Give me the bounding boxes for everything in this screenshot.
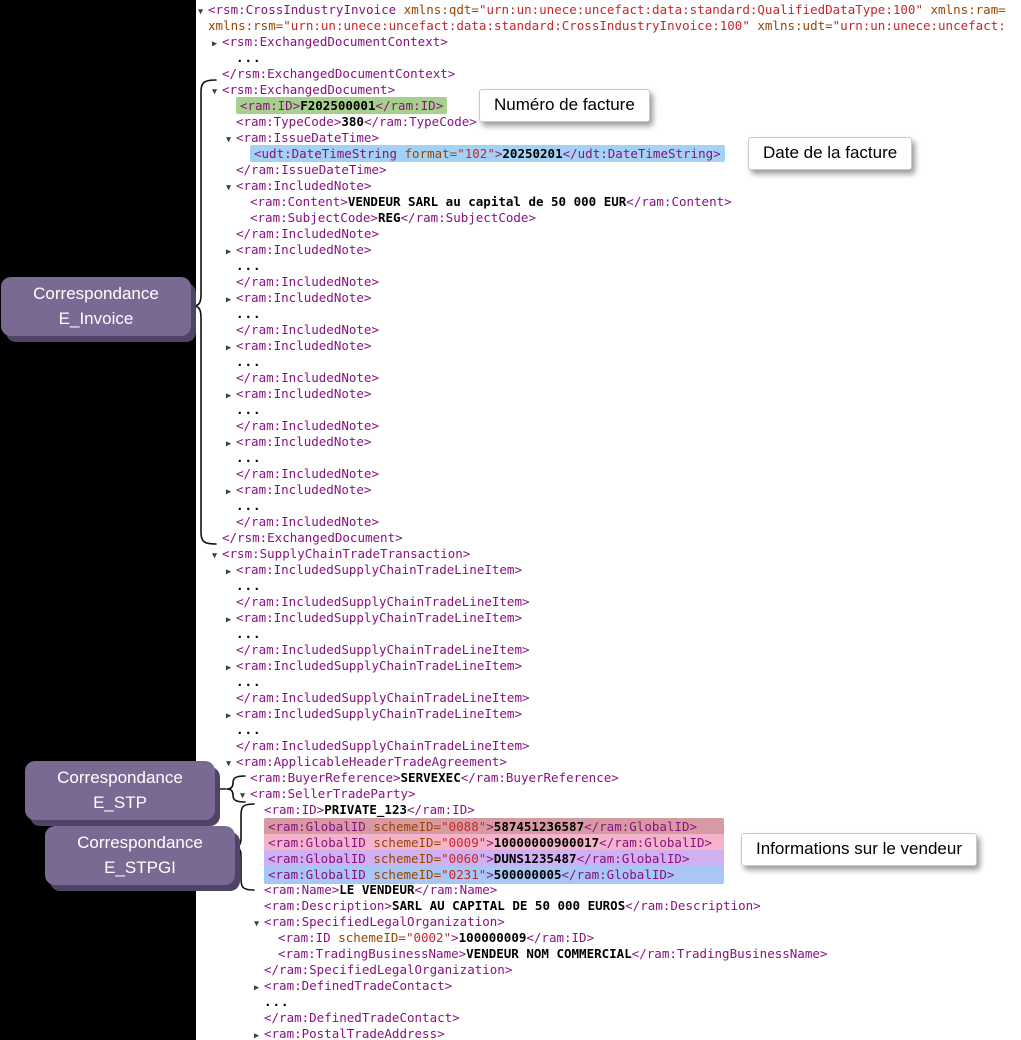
xml-tag: <ram:SellerTradeParty> [250, 786, 416, 801]
collapse-toggle-icon[interactable]: ▼ [240, 791, 246, 801]
xml-line [196, 978, 1021, 994]
xml-text-content: VENDEUR NOM COMMERCIAL [466, 946, 632, 961]
xml-tag: </ram:DefinedTradeContact> [264, 1010, 460, 1025]
xml-line [196, 898, 1021, 914]
xml-text-content: 587451236587 [493, 819, 585, 834]
xml-tag: </ram:GlobalID> [584, 819, 697, 834]
xml-line [196, 370, 1021, 386]
xml-tag: <ram:IncludedNote> [236, 338, 372, 353]
invoice-date-callout: Date de la facture [748, 137, 912, 170]
label-line: E_STP [93, 793, 147, 812]
highlight-blue [250, 145, 725, 162]
xml-line [196, 450, 1021, 466]
xml-tag: <ram:TradingBusinessName> [278, 946, 467, 961]
xml-tag: <ram:IncludedNote> [236, 482, 372, 497]
expand-toggle-icon[interactable]: ▶ [226, 663, 232, 673]
xml-tag: </ram:SpecifiedLegalOrganization> [264, 962, 513, 977]
xml-tag: </ram:IncludedSupplyChainTradeLineItem> [236, 690, 530, 705]
xml-tag: </ram:ID> [407, 802, 475, 817]
xml-attr-name: format= [397, 146, 458, 161]
invoice-number-callout: Numéro de facture [479, 89, 650, 122]
collapse-toggle-icon[interactable]: ▼ [226, 183, 232, 193]
xml-text-content: F202500001 [300, 98, 376, 113]
xml-attr-name: schemeID= [365, 851, 442, 866]
xml-tag: <ram:SubjectCode> [250, 210, 378, 225]
xml-tag: </ram:SubjectCode> [400, 210, 536, 225]
expand-toggle-icon[interactable]: ▶ [226, 567, 232, 577]
xml-tag: </udt:DateTimeString> [562, 146, 721, 161]
xml-tag: <ram:IncludedSupplyChainTradeLineItem> [236, 610, 522, 625]
xml-line [196, 1026, 1021, 1040]
xml-tag: > [486, 819, 494, 834]
xml-attr-name: schemeID= [365, 867, 442, 882]
xml-tag: > [486, 851, 494, 866]
xml-line [196, 642, 1021, 658]
xml-text-content: 500000005 [493, 867, 562, 882]
xml-tag: <ram:PostalTradeAddress> [264, 1026, 445, 1040]
xml-line [196, 386, 1021, 402]
xml-tag: > [486, 835, 494, 850]
collapsed-ellipsis: ... [236, 258, 262, 273]
xml-tag: </ram:IncludedNote> [236, 514, 379, 529]
collapsed-ellipsis: ... [236, 626, 262, 641]
label-line: E_STPGI [104, 858, 176, 877]
correspondance-estpgi-label [45, 826, 235, 885]
xml-line [196, 594, 1021, 610]
xml-tag: </ram:TradingBusinessName> [631, 946, 828, 961]
xml-tag: > [486, 867, 494, 882]
label-line: Correspondance [77, 833, 203, 852]
expand-toggle-icon[interactable]: ▶ [226, 391, 232, 401]
xml-tag: <ram:Description> [264, 898, 392, 913]
xml-tag: <ram:TypeCode> [236, 114, 342, 129]
xml-line [196, 274, 1021, 290]
collapse-toggle-icon[interactable]: ▼ [254, 919, 260, 929]
xml-line [196, 706, 1021, 722]
xml-tag: <rsm:ExchangedDocument> [222, 82, 396, 97]
xml-line [196, 994, 1021, 1010]
xml-line [196, 178, 1021, 194]
label-line: E_Invoice [58, 309, 134, 328]
xml-line [196, 690, 1021, 706]
xml-tag: <rsm:ExchangedDocumentContext> [222, 34, 448, 49]
collapse-toggle-icon[interactable]: ▼ [226, 135, 232, 145]
collapsed-ellipsis: ... [236, 674, 262, 689]
collapsed-ellipsis: ... [236, 354, 262, 369]
xml-tag: <ram:IncludedNote> [236, 242, 372, 257]
xml-line [196, 914, 1021, 930]
xml-line [196, 770, 1021, 786]
xml-tag: <ram:IncludedSupplyChainTradeLineItem> [236, 658, 522, 673]
collapsed-ellipsis: ... [236, 498, 262, 513]
xml-tag: </ram:GlobalID> [599, 835, 713, 850]
xml-tag: </ram:GlobalID> [576, 851, 690, 866]
xml-attr-name: schemeID= [365, 819, 442, 834]
xml-line [196, 402, 1021, 418]
xml-line [196, 290, 1021, 306]
expand-toggle-icon[interactable]: ▶ [226, 487, 232, 497]
xml-attr-value: "0231" [441, 867, 487, 882]
collapse-toggle-icon[interactable]: ▼ [212, 551, 218, 561]
xml-attr-value: "0002" [405, 930, 452, 945]
xml-attr-value: "0009" [441, 835, 487, 850]
xml-tag: </ram:Description> [625, 898, 761, 913]
xml-tag: <ram:IncludedSupplyChainTradeLineItem> [236, 562, 522, 577]
xml-text-content: 10000000900017 [493, 835, 600, 850]
xml-line [196, 210, 1021, 226]
xml-line [196, 18, 1021, 34]
xml-attr-value: "urn:un:unece:uncefact: [832, 18, 1006, 33]
collapse-toggle-icon[interactable]: ▼ [212, 87, 218, 97]
xml-text-content: SARL AU CAPITAL DE 50 000 EUROS [391, 898, 626, 913]
xml-tag: <ram:GlobalID [268, 867, 366, 882]
xml-line [196, 1010, 1021, 1026]
xml-tag: > [451, 930, 459, 945]
xml-tag: <ram:Name> [264, 882, 340, 897]
xml-text-content: 100000009 [458, 930, 527, 945]
expand-toggle-icon[interactable]: ▶ [226, 439, 232, 449]
xml-tag: <ram:GlobalID [268, 851, 366, 866]
xml-tag: </rsm:ExchangedDocumentContext> [222, 66, 456, 81]
xml-tag: <ram:IssueDateTime> [236, 130, 379, 145]
xml-tag: <rsm:SupplyChainTradeTransaction> [222, 546, 471, 561]
label-line: Correspondance [57, 768, 183, 787]
collapse-toggle-icon[interactable]: ▼ [226, 759, 232, 769]
xml-tag: </ram:IncludedNote> [236, 274, 379, 289]
collapsed-ellipsis: ... [264, 994, 290, 1009]
correspondance-einvoice-label [1, 277, 191, 336]
xml-tag: </ram:ID> [526, 930, 595, 945]
xml-tag: <ram:IncludedSupplyChainTradeLineItem> [236, 706, 522, 721]
xml-line [196, 626, 1021, 642]
xml-line [196, 610, 1021, 626]
xml-attr-value: "0060" [441, 851, 487, 866]
xml-text-content: PRIVATE_123 [324, 802, 408, 817]
xml-tag: </ram:IssueDateTime> [236, 162, 387, 177]
xml-tag: <ram:DefinedTradeContact> [264, 978, 453, 993]
xml-attr-name: schemeID= [365, 835, 442, 850]
collapsed-ellipsis: ... [236, 306, 262, 321]
xml-tag: <ram:Content> [250, 194, 348, 209]
xml-text-content: LE VENDEUR [339, 882, 415, 897]
xml-line [196, 498, 1021, 514]
highlight-green [236, 97, 447, 114]
xml-line [196, 722, 1021, 738]
xml-tag: </ram:IncludedNote> [236, 370, 379, 385]
collapsed-ellipsis: ... [236, 578, 262, 593]
xml-line [196, 546, 1021, 562]
xml-line [196, 530, 1021, 546]
xml-text-content: 20250201 [502, 146, 563, 161]
collapsed-ellipsis: ... [236, 722, 262, 737]
xml-line [196, 242, 1021, 258]
collapsed-ellipsis: ... [236, 50, 262, 65]
xml-line [196, 34, 1021, 50]
xml-line [196, 962, 1021, 978]
expand-toggle-icon[interactable]: ▶ [226, 711, 232, 721]
xml-attr-value: "0088" [441, 819, 487, 834]
collapsed-ellipsis: ... [236, 402, 262, 417]
xml-tag: </ram:GlobalID> [561, 867, 675, 882]
xml-line [196, 434, 1021, 450]
xml-line [196, 466, 1021, 482]
estp-scope-brace [213, 774, 247, 804]
xml-line [196, 866, 1021, 882]
xml-tag: </ram:IncludedNote> [236, 322, 379, 337]
xml-tag: <ram:BuyerReference> [250, 770, 401, 785]
xml-line [196, 226, 1021, 242]
xml-line [196, 306, 1021, 322]
collapse-toggle-icon[interactable]: ▼ [198, 7, 204, 17]
expand-toggle-icon[interactable]: ▶ [226, 343, 232, 353]
expand-toggle-icon[interactable]: ▶ [254, 1031, 260, 1040]
xml-line [196, 322, 1021, 338]
xml-line [196, 674, 1021, 690]
xml-tag: <ram:ID> [264, 802, 325, 817]
xml-line [196, 738, 1021, 754]
xml-line [196, 802, 1021, 818]
expand-toggle-icon[interactable]: ▶ [226, 295, 232, 305]
xml-attr-name: schemeID= [330, 930, 406, 945]
xml-line [196, 66, 1021, 82]
xml-tag: <ram:IncludedNote> [236, 434, 372, 449]
xml-tag: <ram:IncludedNote> [236, 290, 372, 305]
xml-tag: </ram:ID> [375, 98, 444, 113]
xml-line [196, 754, 1021, 770]
xml-tag: > [494, 146, 503, 161]
xml-line [196, 562, 1021, 578]
xml-line [196, 882, 1021, 898]
xml-line [196, 50, 1021, 66]
xml-tag: </rsm:ExchangedDocument> [222, 530, 403, 545]
xml-line [196, 818, 1021, 834]
xml-tag: </ram:IncludedSupplyChainTradeLineItem> [236, 642, 530, 657]
xml-line [196, 658, 1021, 674]
xml-tag: <ram:SpecifiedLegalOrganization> [264, 914, 505, 929]
xml-line [196, 930, 1021, 946]
einvoice-scope-brace [190, 76, 218, 548]
xml-tag: <ram:IncludedNote> [236, 178, 372, 193]
xml-attr-name: xmlns:udt= [749, 18, 833, 33]
label-line: Correspondance [33, 284, 159, 303]
xml-text-content: 380 [341, 114, 364, 129]
xml-tag: </ram:BuyerReference> [460, 770, 619, 785]
xml-tag: <ram:GlobalID [268, 819, 366, 834]
xml-line [196, 578, 1021, 594]
expand-toggle-icon[interactable]: ▶ [254, 983, 260, 993]
xml-tag: </ram:Content> [626, 194, 732, 209]
xml-tag: </ram:Name> [414, 882, 498, 897]
xml-line [196, 2, 1021, 18]
xml-tag: </ram:IncludedNote> [236, 418, 379, 433]
xml-tag: </ram:TypeCode> [363, 114, 477, 129]
xml-tag: <ram:ID [278, 930, 331, 945]
xml-tag: <ram:IncludedNote> [236, 386, 372, 401]
xml-line [196, 946, 1021, 962]
xml-tag: <rsm:CrossIndustryInvoice [208, 2, 397, 17]
expand-toggle-icon[interactable]: ▶ [212, 39, 218, 49]
xml-tag: <ram:ApplicableHeaderTradeAgreement> [236, 754, 507, 769]
xml-tag: </ram:IncludedSupplyChainTradeLineItem> [236, 594, 530, 609]
xml-tag: </ram:IncludedSupplyChainTradeLineItem> [236, 738, 530, 753]
seller-info-callout: Informations sur le vendeur [741, 833, 977, 866]
xml-attr-name: xmlns:rsm= [208, 18, 284, 33]
xml-tag: <ram:ID> [240, 98, 301, 113]
xml-line [196, 258, 1021, 274]
xml-line [196, 514, 1021, 530]
collapsed-ellipsis: ... [236, 450, 262, 465]
xml-line [196, 354, 1021, 370]
xml-attr-name: xmlns:ram= [922, 2, 1006, 17]
xml-line [196, 338, 1021, 354]
xml-tag: </ram:IncludedNote> [236, 466, 379, 481]
expand-toggle-icon[interactable]: ▶ [226, 615, 232, 625]
xml-line [196, 786, 1021, 802]
xml-text-content: VENDEUR SARL au capital de 50 000 EUR [347, 194, 627, 209]
xml-tag: <udt:DateTimeString [254, 146, 397, 161]
xml-attr-value: "urn:un:unece:uncefact:data:standard:CrossIndustryInvoice:100" [283, 18, 750, 33]
xml-tag: </ram:IncludedNote> [236, 226, 379, 241]
xml-line [196, 418, 1021, 434]
xml-text-content: REG [377, 210, 401, 225]
xml-attr-name: xmlns:qdt= [396, 2, 479, 17]
xml-text-content: SERVEXEC [400, 770, 461, 785]
correspondance-estp-label [25, 761, 215, 820]
xml-tag: <ram:GlobalID [268, 835, 366, 850]
xml-line [196, 482, 1021, 498]
xml-line [196, 194, 1021, 210]
expand-toggle-icon[interactable]: ▶ [226, 247, 232, 257]
xml-attr-value: "urn:un:unece:uncefact:data:standard:QualifiedDataType:100" [478, 2, 923, 17]
xml-attr-value: "102" [457, 146, 495, 161]
xml-text-content: DUNS1235487 [493, 851, 577, 866]
